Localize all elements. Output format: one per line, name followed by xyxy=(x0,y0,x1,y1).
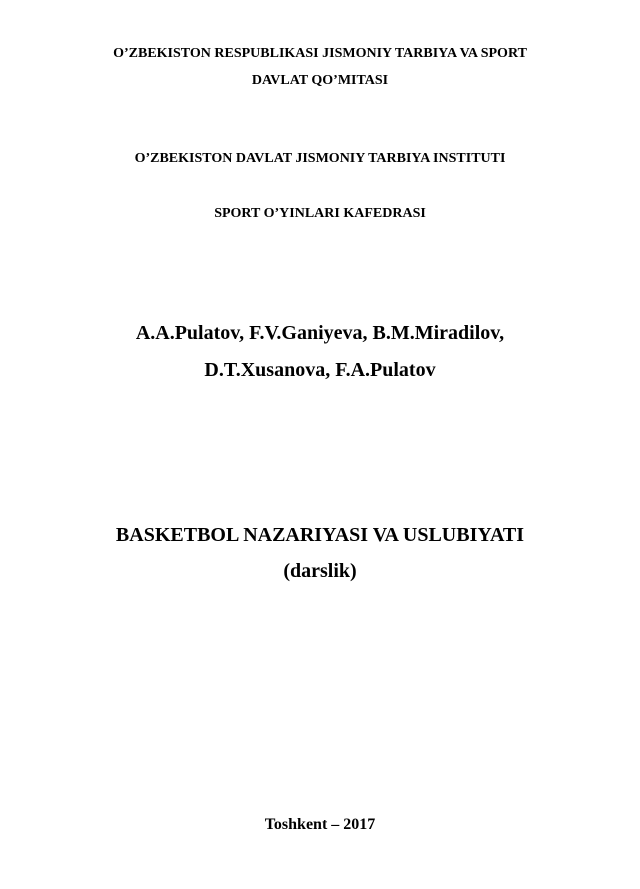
book-subtitle: (darslik) xyxy=(283,560,357,582)
book-title: BASKETBOL NAZARIYASI VA USLUBIYATI xyxy=(115,524,525,546)
ministry-line-1: O’ZBEKISTON RESPUBLIKASI JISMONIY TARBIYA VA SPORT xyxy=(113,46,527,61)
institute-name: O’ZBEKISTON DAVLAT JISMONIY TARBIYA INSTITUTI xyxy=(134,151,506,166)
department-name: SPORT O’YINLARI KAFEDRASI xyxy=(214,206,426,221)
authors-line-1: A.A.Pulatov, F.V.Ganiyeva, B.M.Miradilov, xyxy=(135,322,505,344)
ministry-line-2: DAVLAT QO’MITASI xyxy=(251,73,389,88)
place-year: Toshkent – 2017 xyxy=(264,816,376,833)
authors-line-2: D.T.Xusanova, F.A.Pulatov xyxy=(204,359,436,381)
